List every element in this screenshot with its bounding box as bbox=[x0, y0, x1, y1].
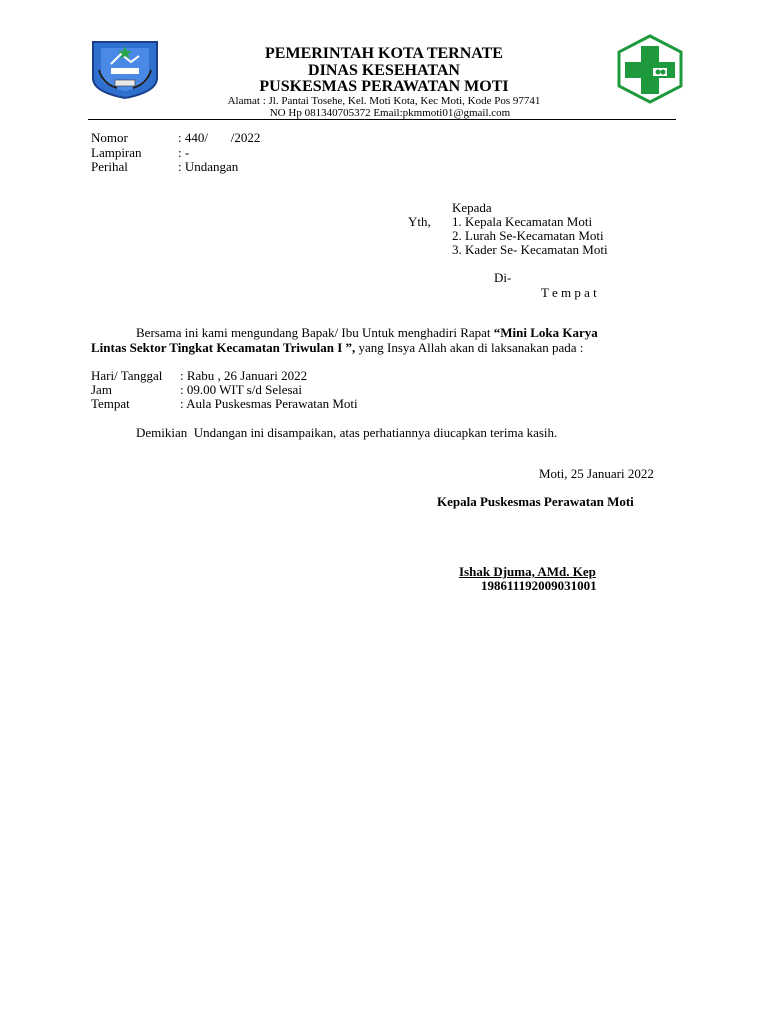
nomor-label: Nomor bbox=[91, 130, 128, 145]
tempat-schedule-value: : Aula Puskesmas Perawatan Moti bbox=[180, 396, 358, 411]
yth-label: Yth, bbox=[408, 214, 431, 229]
closing-text: Demikian Undangan ini disampaikan, atas perhatiannya diucapkan terima kasih. bbox=[136, 425, 558, 440]
letterhead-line2: DINAS KESEHATAN bbox=[308, 62, 460, 79]
event-title-part1: “Mini Loka Karya bbox=[493, 325, 598, 340]
di-label: Di- bbox=[494, 270, 512, 285]
event-title-part2: Lintas Sektor Tingkat Kecamatan Triwulan I ”, bbox=[91, 340, 356, 355]
letterhead-contact: NO Hp 081340705372 Email:pkmmoti01@gmail.com bbox=[269, 107, 511, 119]
signatory-title: Kepala Puskesmas Perawatan Moti bbox=[437, 494, 634, 509]
body-intro-end: yang Insya Allah akan di laksanakan pada : bbox=[355, 340, 584, 355]
recipient-item: 2. Lurah Se-Kecamatan Moti bbox=[452, 228, 604, 243]
hari-value: : Rabu , 26 Januari 2022 bbox=[180, 368, 308, 383]
signatory-name: Ishak Djuma, AMd. Kep bbox=[459, 564, 596, 579]
letterhead-line1: PEMERINTAH KOTA TERNATE bbox=[265, 45, 503, 62]
letterhead-line3: PUSKESMAS PERAWATAN MOTI bbox=[259, 78, 509, 95]
body-line2 bbox=[91, 341, 583, 355]
nomor-value: : 440/ /2022 bbox=[178, 130, 261, 145]
body-intro: Bersama ini kami mengundang Bapak/ Ibu Untuk menghadiri Rapat bbox=[136, 325, 494, 340]
lampiran-label: Lampiran bbox=[91, 145, 142, 160]
recipient-item: 1. Kepala Kecamatan Moti bbox=[452, 214, 593, 229]
signatory-nip: 198611192009031001 bbox=[481, 578, 597, 593]
hari-label: Hari/ Tanggal bbox=[91, 368, 163, 383]
header-divider bbox=[88, 119, 676, 120]
recipient-item: 3. Kader Se- Kecamatan Moti bbox=[452, 242, 608, 257]
tempat-label: T e m p a t bbox=[541, 285, 597, 300]
jam-label: Jam bbox=[91, 382, 112, 397]
tempat-schedule-label: Tempat bbox=[91, 396, 130, 411]
letterhead-address: Alamat : Jl. Pantai Tosehe, Kel. Moti Kota, Kec Moti, Kode Pos 97741 bbox=[227, 95, 541, 107]
jam-value: : 09.00 WIT s/d Selesai bbox=[180, 382, 302, 397]
perihal-value: : Undangan bbox=[178, 159, 239, 174]
lampiran-value: : - bbox=[178, 145, 190, 160]
perihal-label: Perihal bbox=[91, 159, 128, 174]
place-date: Moti, 25 Januari 2022 bbox=[539, 466, 654, 481]
body-line1 bbox=[136, 326, 598, 340]
kepada-label: Kepada bbox=[452, 200, 492, 215]
